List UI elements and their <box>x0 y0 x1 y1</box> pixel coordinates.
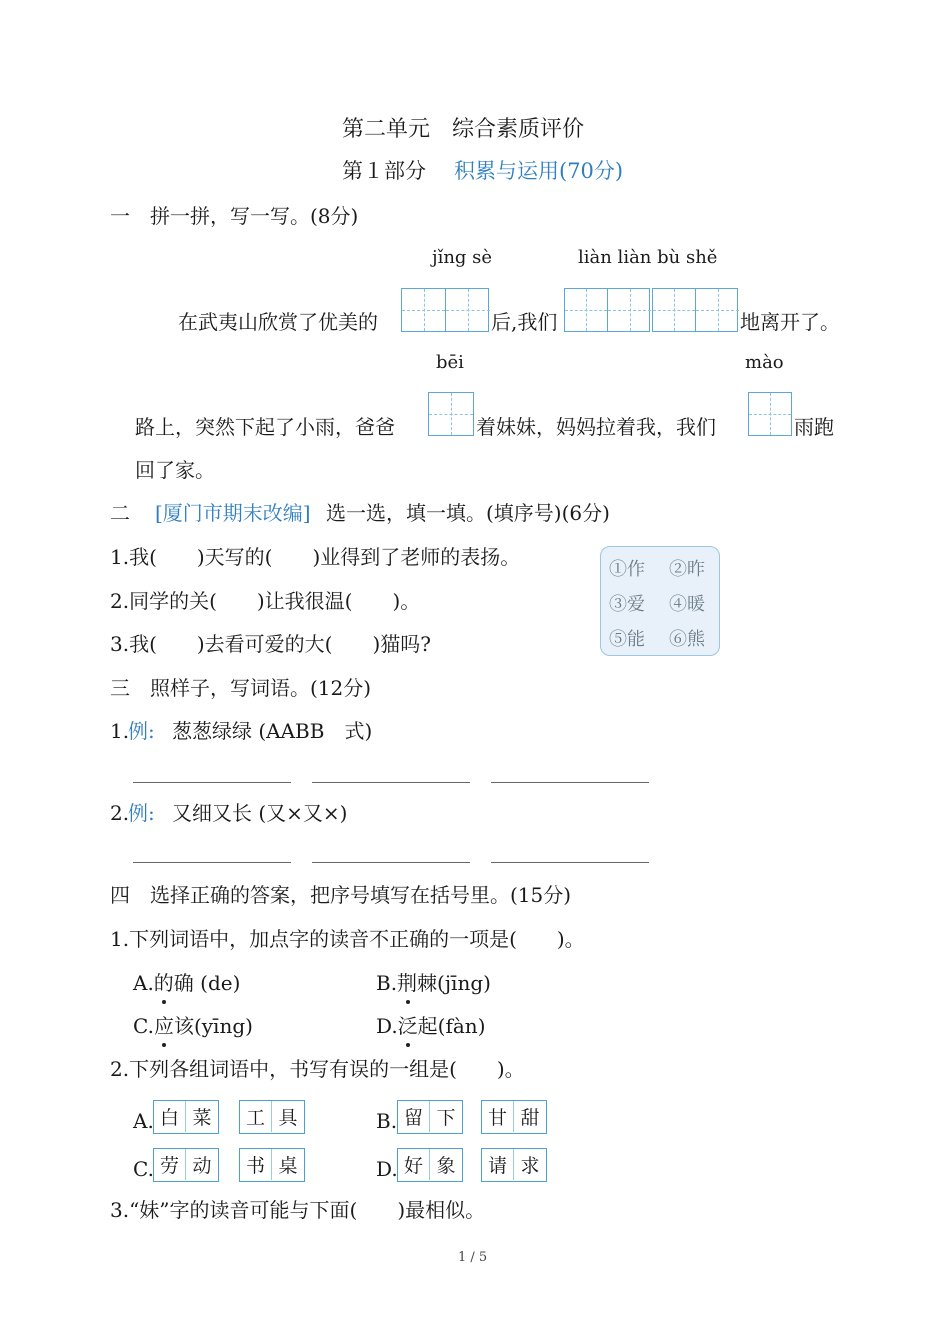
answer-blank[interactable] <box>491 782 649 783</box>
tianzige-mao[interactable] <box>748 392 792 436</box>
q4-s3: 3.“妹”字的读音可能与下面( )最相似。 <box>110 1198 486 1222</box>
q4-heading: 四 选择正确的答案，把序号填写在括号里。(15分) <box>110 883 572 907</box>
q2-heading: 选一选，填一填。(填序号)(6分) <box>326 501 610 525</box>
pinyin-mao: mào <box>745 352 784 373</box>
word-box <box>153 1100 219 1134</box>
word-char: 甜 <box>520 1107 540 1129</box>
part-name: 积累与运用(70分) <box>454 159 624 183</box>
page-number: 1 / 5 <box>458 1250 488 1265</box>
q4-s2-label-c: C. <box>133 1157 154 1181</box>
tianzige-lianlian[interactable] <box>564 288 650 332</box>
answer-blank[interactable] <box>133 782 291 783</box>
q2-item-1: 1.我( )天写的( )业得到了老师的表扬。 <box>110 545 521 569</box>
option-2: ②昨 <box>669 559 705 580</box>
pinyin-bei: bēi <box>436 352 464 373</box>
word-char: 象 <box>436 1155 456 1177</box>
q1-line2-c: 雨跑 <box>794 415 834 439</box>
answer-blank[interactable] <box>491 862 649 863</box>
tianzige-bushe[interactable] <box>652 288 738 332</box>
word-char: 白 <box>154 1101 186 1132</box>
option-1: ①作 <box>609 559 645 580</box>
answer-blank[interactable] <box>312 782 470 783</box>
q3-ex2-label: 例: <box>128 801 155 825</box>
answer-blank[interactable] <box>312 862 470 863</box>
page-title: 第二单元 综合素质评价 <box>342 117 585 142</box>
option-3: ③爱 <box>609 594 645 615</box>
word-char: 下 <box>436 1107 456 1129</box>
word-char: 好 <box>398 1149 430 1180</box>
q3-ex1-label: 例: <box>128 719 155 743</box>
q2-source: [厦门市期末改编] <box>155 501 311 525</box>
q3-ex2-num: 2. <box>110 801 130 825</box>
part-label: 第１部分 <box>342 159 426 183</box>
q4-s2: 2.下列各组词语中，书写有误的一组是( )。 <box>110 1057 525 1081</box>
q3-heading: 三 照样子，写词语。(12分) <box>110 676 372 700</box>
option-4: ④暖 <box>669 594 705 615</box>
word-char: 劳 <box>154 1149 186 1180</box>
q1-line2-a: 路上，突然下起了小雨，爸爸 <box>135 415 395 439</box>
q4-s2-label-a: A. <box>133 1109 154 1133</box>
q4-s1-option-d: D.泛起(fàn) <box>376 1014 486 1038</box>
q4-s1-option-a: A.的确 (de) <box>133 971 241 995</box>
emphasis-dot <box>406 1043 410 1047</box>
word-box <box>239 1100 305 1134</box>
word-char: 桌 <box>278 1155 298 1177</box>
q4-s2-label-d: D. <box>376 1157 398 1181</box>
word-box <box>397 1100 463 1134</box>
emphasis-dot <box>162 1043 166 1047</box>
answer-blank[interactable] <box>133 862 291 863</box>
word-char: 求 <box>520 1155 540 1177</box>
q3-ex2-text: 又细又长 (又×又×) <box>172 801 348 825</box>
pinyin-lianlianbushe: liàn liàn bù shě <box>578 247 718 268</box>
q4-s1: 1.下列词语中，加点字的读音不正确的一项是( )。 <box>110 927 585 951</box>
word-box <box>481 1100 547 1134</box>
q2-item-2: 2.同学的关( )让我很温( )。 <box>110 589 421 613</box>
q1-line1-b: 后,我们 <box>491 310 558 334</box>
pinyin-jingse: jǐng sè <box>432 247 493 268</box>
tianzige-jingse[interactable] <box>401 288 489 332</box>
word-box <box>397 1148 463 1182</box>
q4-s1-option-b: B.荆棘(jīng) <box>376 971 491 995</box>
word-char: 书 <box>240 1149 272 1180</box>
q1-heading: 一 拼一拼，写一写。(8分) <box>110 204 359 228</box>
word-char: 留 <box>398 1101 430 1132</box>
q1-line2-b: 着妹妹，妈妈拉着我，我们 <box>476 415 716 439</box>
word-box <box>153 1148 219 1182</box>
option-5: ⑤能 <box>609 629 645 650</box>
word-box <box>481 1148 547 1182</box>
q2-num: 二 <box>110 501 130 525</box>
word-char: 动 <box>192 1155 212 1177</box>
q3-ex1-text: 葱葱绿绿 (AABB 式) <box>172 719 373 743</box>
q1-line1-a: 在武夷山欣赏了优美的 <box>178 310 378 334</box>
emphasis-dot <box>162 1000 166 1004</box>
q1-line3: 回了家。 <box>135 458 215 482</box>
word-box <box>239 1148 305 1182</box>
tianzige-bei[interactable] <box>428 392 474 436</box>
q3-ex1-num: 1. <box>110 719 130 743</box>
word-char: 工 <box>240 1101 272 1132</box>
q4-s2-label-b: B. <box>376 1109 398 1133</box>
word-char: 甘 <box>482 1101 514 1132</box>
q4-s1-option-c: C.应该(yīng) <box>133 1014 253 1038</box>
word-char: 具 <box>278 1107 298 1129</box>
q2-item-3: 3.我( )去看可爱的大( )猫吗? <box>110 632 432 656</box>
option-6: ⑥熊 <box>669 629 705 650</box>
emphasis-dot <box>406 1000 410 1004</box>
q2-options-box <box>600 546 720 656</box>
q1-line1-c: 地离开了。 <box>740 310 840 334</box>
word-char: 菜 <box>192 1107 212 1129</box>
word-char: 请 <box>482 1149 514 1180</box>
